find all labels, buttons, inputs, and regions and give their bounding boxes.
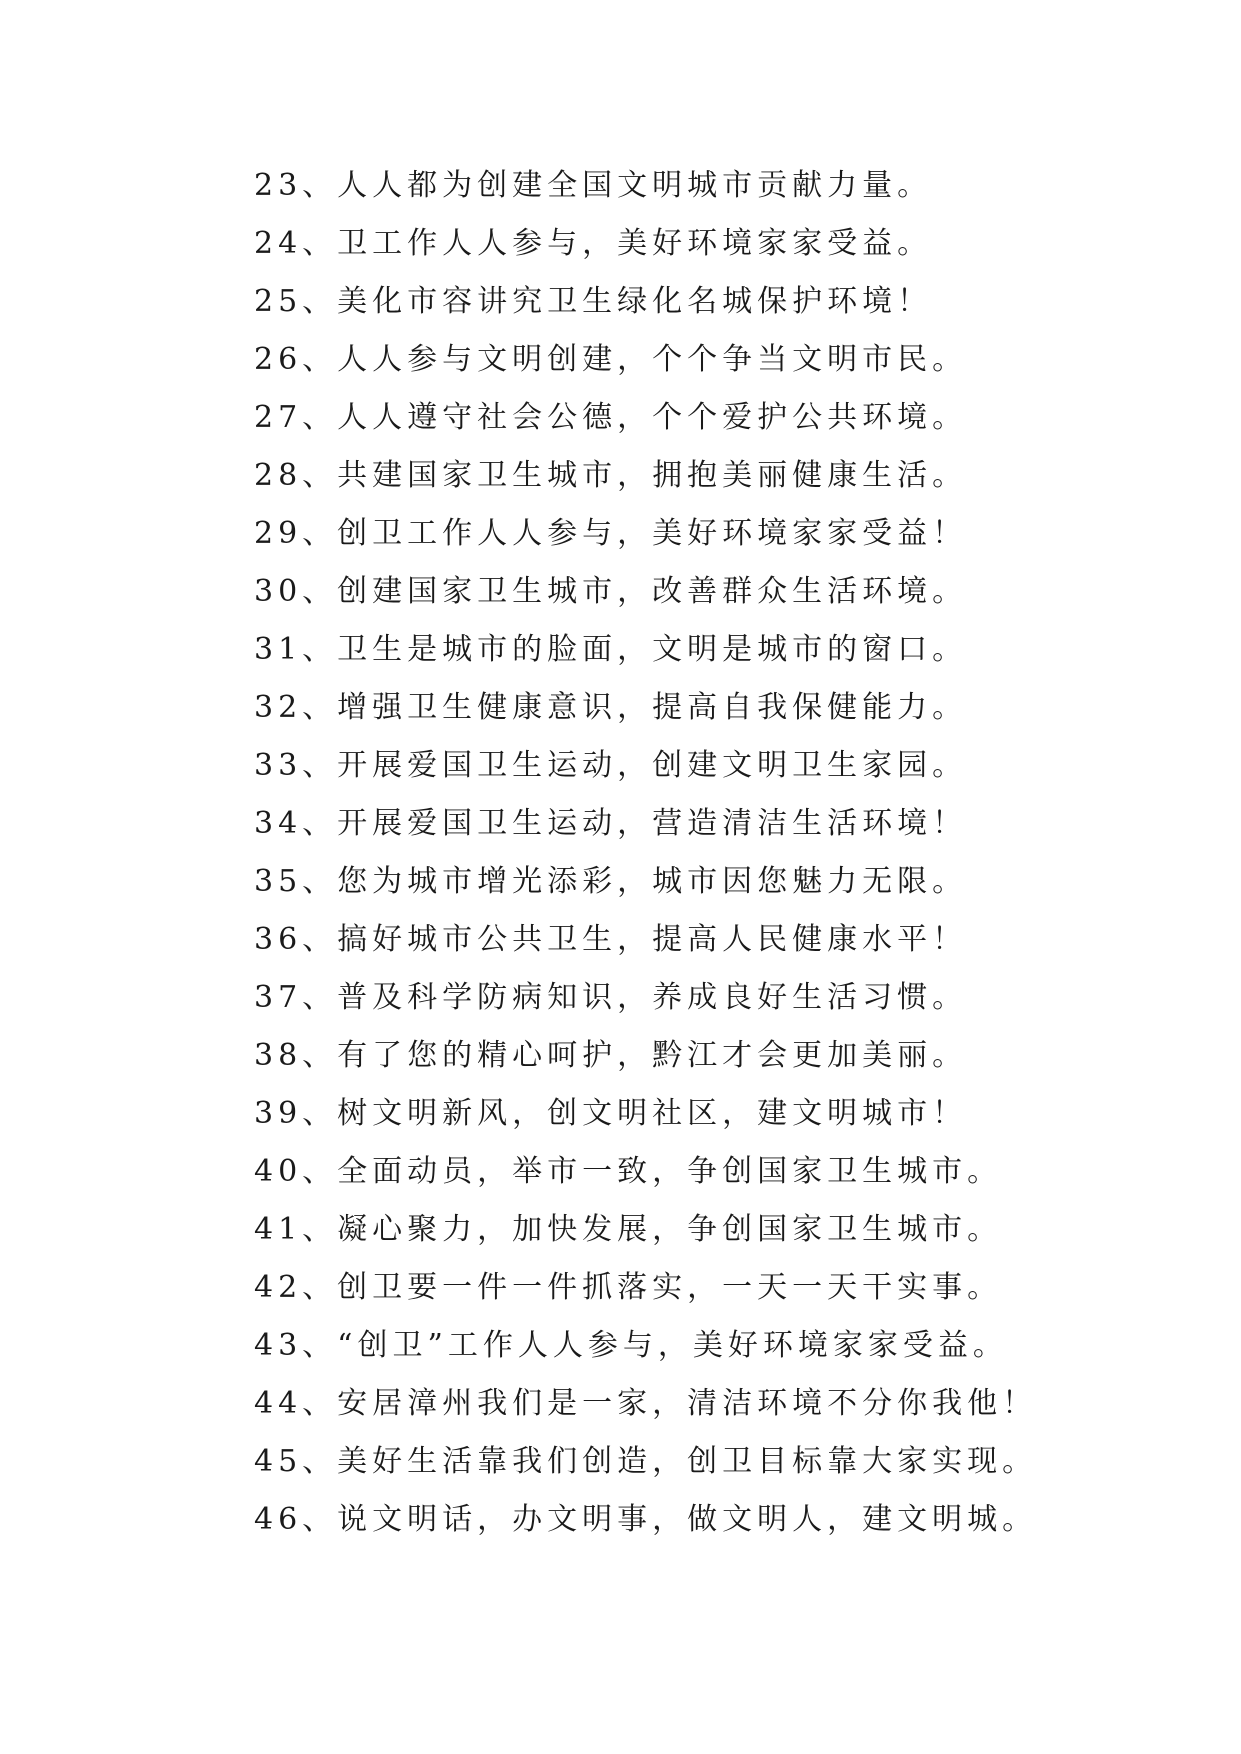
slogan-line-35: 35、您为城市增光添彩，城市因您魅力无限。 [254, 864, 968, 899]
slogan-line-40: 40、全面动员，举市一致，争创国家卫生城市。 [254, 1154, 1003, 1189]
slogan-line-28: 28、共建国家卫生城市，拥抱美丽健康生活。 [254, 458, 968, 493]
slogan-line-41: 41、凝心聚力，加快发展，争创国家卫生城市。 [254, 1212, 1003, 1247]
slogan-line-43: 43、“创卫”工作人人参与，美好环境家家受益。 [254, 1328, 1008, 1363]
slogan-line-24: 24、卫工作人人参与，美好环境家家受益。 [254, 226, 933, 261]
slogan-line-25: 25、美化市容讲究卫生绿化名城保护环境！ [254, 284, 933, 319]
slogan-line-45: 45、美好生活靠我们创造，创卫目标靠大家实现。 [254, 1444, 1038, 1479]
slogan-line-30: 30、创建国家卫生城市，改善群众生活环境。 [254, 574, 968, 609]
slogan-line-23: 23、人人都为创建全国文明城市贡献力量。 [254, 168, 933, 203]
slogan-line-39: 39、树文明新风，创文明社区，建文明城市！ [254, 1096, 968, 1131]
slogan-list [254, 157, 1037, 1549]
slogan-line-37: 37、普及科学防病知识，养成良好生活习惯。 [254, 980, 968, 1015]
slogan-line-36: 36、搞好城市公共卫生，提高人民健康水平！ [254, 922, 968, 957]
slogan-line-44: 44、安居漳州我们是一家，清洁环境不分你我他！ [254, 1386, 1038, 1421]
slogan-line-32: 32、增强卫生健康意识，提高自我保健能力。 [254, 690, 968, 725]
slogan-line-31: 31、卫生是城市的脸面，文明是城市的窗口。 [254, 632, 968, 667]
slogan-line-42: 42、创卫要一件一件抓落实，一天一天干实事。 [254, 1270, 1003, 1305]
slogan-line-38: 38、有了您的精心呵护，黔江才会更加美丽。 [254, 1038, 968, 1073]
slogan-line-29: 29、创卫工作人人参与，美好环境家家受益！ [254, 516, 968, 551]
slogan-line-46: 46、说文明话，办文明事，做文明人，建文明城。 [254, 1502, 1038, 1537]
slogan-line-27: 27、人人遵守社会公德，个个爱护公共环境。 [254, 400, 968, 435]
slogan-line-26: 26、人人参与文明创建，个个争当文明市民。 [254, 342, 968, 377]
slogan-line-33: 33、开展爱国卫生运动，创建文明卫生家园。 [254, 748, 968, 783]
slogan-line-34: 34、开展爱国卫生运动，营造清洁生活环境！ [254, 806, 968, 841]
